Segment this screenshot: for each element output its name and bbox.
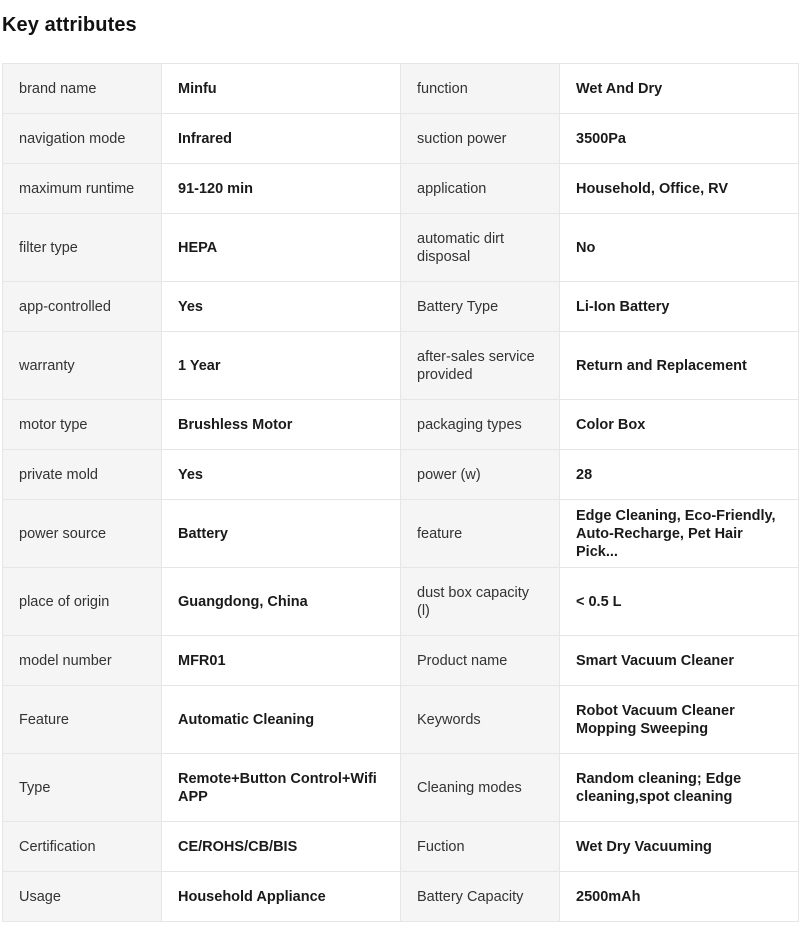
attribute-name: Battery Type <box>401 282 560 332</box>
attribute-value: Battery <box>162 500 401 568</box>
attribute-value: 2500mAh <box>560 872 799 922</box>
attribute-value: Random cleaning; Edge cleaning,spot cleaning <box>560 754 799 822</box>
attribute-value: Minfu <box>162 64 401 114</box>
table-row <box>3 822 799 872</box>
attribute-name: suction power <box>401 114 560 164</box>
attribute-name: Usage <box>3 872 162 922</box>
table-row <box>3 114 799 164</box>
attribute-value: < 0.5 L <box>560 568 799 636</box>
attribute-name: maximum runtime <box>3 164 162 214</box>
attribute-name: private mold <box>3 450 162 500</box>
table-row <box>3 332 799 400</box>
attribute-name: place of origin <box>3 568 162 636</box>
attribute-value: Wet Dry Vacuuming <box>560 822 799 872</box>
attribute-value: Infrared <box>162 114 401 164</box>
attribute-value: Automatic Cleaning <box>162 686 401 754</box>
attribute-value: No <box>560 214 799 282</box>
attribute-value: MFR01 <box>162 636 401 686</box>
attribute-value: Yes <box>162 282 401 332</box>
attribute-name: function <box>401 64 560 114</box>
attribute-value: HEPA <box>162 214 401 282</box>
table-row <box>3 754 799 822</box>
attribute-name: Type <box>3 754 162 822</box>
attribute-value: Yes <box>162 450 401 500</box>
attribute-value: Guangdong, China <box>162 568 401 636</box>
attribute-name: dust box capacity (l) <box>401 568 560 636</box>
attribute-value: Color Box <box>560 400 799 450</box>
attribute-value: 28 <box>560 450 799 500</box>
table-row <box>3 282 799 332</box>
attribute-value: 91-120 min <box>162 164 401 214</box>
attribute-name: brand name <box>3 64 162 114</box>
attribute-name: automatic dirt disposal <box>401 214 560 282</box>
attribute-value: Li-Ion Battery <box>560 282 799 332</box>
attribute-name: filter type <box>3 214 162 282</box>
table-row <box>3 872 799 922</box>
attribute-value: Return and Replacement <box>560 332 799 400</box>
table-row <box>3 636 799 686</box>
table-row <box>3 568 799 636</box>
attribute-value: Robot Vacuum Cleaner Mopping Sweeping <box>560 686 799 754</box>
attribute-name: warranty <box>3 332 162 400</box>
table-row <box>3 214 799 282</box>
attribute-value: 3500Pa <box>560 114 799 164</box>
table-row <box>3 64 799 114</box>
attribute-value: Wet And Dry <box>560 64 799 114</box>
table-row <box>3 686 799 754</box>
attribute-value: Household Appliance <box>162 872 401 922</box>
table-row <box>3 450 799 500</box>
attribute-name: Keywords <box>401 686 560 754</box>
attribute-name: Battery Capacity <box>401 872 560 922</box>
attribute-name: app-controlled <box>3 282 162 332</box>
attribute-value: Edge Cleaning, Eco-Friendly, Auto-Recharge, Pet Hair Pick... <box>560 500 799 568</box>
attribute-value: Brushless Motor <box>162 400 401 450</box>
attribute-name: motor type <box>3 400 162 450</box>
attribute-name: model number <box>3 636 162 686</box>
attribute-value: Smart Vacuum Cleaner <box>560 636 799 686</box>
attribute-value: Remote+Button Control+Wifi APP <box>162 754 401 822</box>
attribute-name: Fuction <box>401 822 560 872</box>
attribute-value: Household, Office, RV <box>560 164 799 214</box>
table-row <box>3 164 799 214</box>
attribute-name: feature <box>401 500 560 568</box>
attribute-value: 1 Year <box>162 332 401 400</box>
attribute-name: Cleaning modes <box>401 754 560 822</box>
table-row <box>3 500 799 568</box>
attribute-name: application <box>401 164 560 214</box>
table-row <box>3 400 799 450</box>
attribute-name: Feature <box>3 686 162 754</box>
attribute-name: Product name <box>401 636 560 686</box>
attribute-name: after-sales service provided <box>401 332 560 400</box>
key-attributes-table <box>2 63 799 922</box>
attribute-name: power source <box>3 500 162 568</box>
section-title: Key attributes <box>2 14 137 36</box>
attribute-name: power (w) <box>401 450 560 500</box>
attribute-name: Certification <box>3 822 162 872</box>
attribute-name: packaging types <box>401 400 560 450</box>
attribute-value: CE/ROHS/CB/BIS <box>162 822 401 872</box>
attribute-name: navigation mode <box>3 114 162 164</box>
